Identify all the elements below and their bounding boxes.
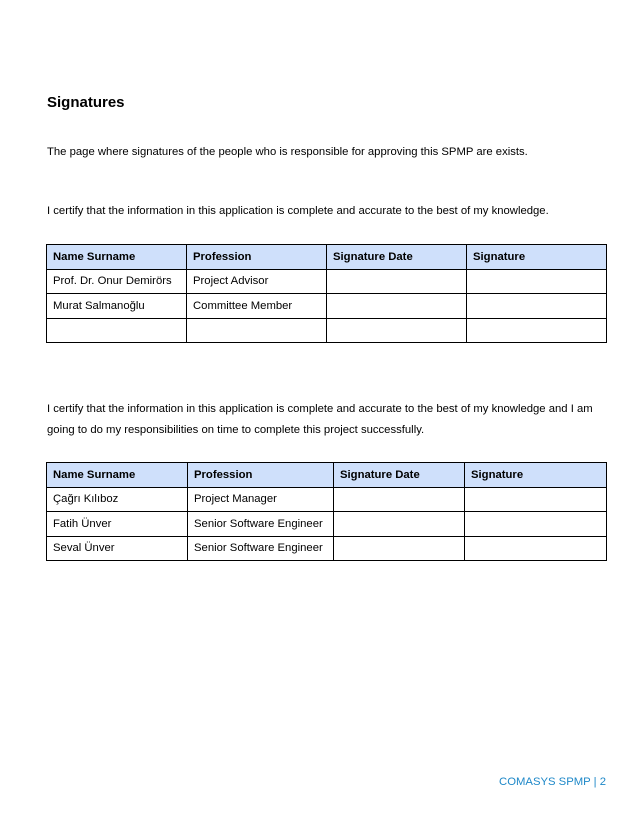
table-header-row <box>47 463 607 488</box>
page-footer: COMASYS SPMP | 2 <box>499 776 606 788</box>
table-row <box>47 512 607 537</box>
cell-signature-date <box>327 294 467 319</box>
header-signature-date: Signature Date <box>327 245 467 270</box>
cell-profession: Senior Software Engineer <box>188 512 334 537</box>
cell-profession: Committee Member <box>187 294 327 319</box>
table-row <box>47 536 607 561</box>
cell-name: Murat Salmanoğlu <box>47 294 187 319</box>
header-profession: Profession <box>187 245 327 270</box>
cell-name: Prof. Dr. Onur Demirörs <box>47 269 187 294</box>
cell-signature-date <box>327 269 467 294</box>
cell-name <box>47 318 187 343</box>
cell-signature <box>467 269 607 294</box>
cell-profession: Project Manager <box>188 487 334 512</box>
certification-text-2: I certify that the information in this application is complete and accurate to the best of my knowledge and I am going to do my responsibilities on time to complete this project successfully. <box>47 403 593 436</box>
cell-signature-date <box>334 512 465 537</box>
table-row <box>47 294 607 319</box>
table-row <box>47 269 607 294</box>
signature-table-2 <box>46 462 607 561</box>
certification-text-1: I certify that the information in this application is complete and accurate to the best of my knowledge. <box>47 205 549 217</box>
cell-signature <box>465 512 607 537</box>
intro-text: The page where signatures of the people who is responsible for approving this SPMP are exists. <box>47 146 528 158</box>
table-header-row <box>47 245 607 270</box>
header-name-surname: Name Surname <box>47 463 188 488</box>
header-name-surname: Name Surname <box>47 245 187 270</box>
header-signature: Signature <box>465 463 607 488</box>
cell-name: Çağrı Kılıboz <box>47 487 188 512</box>
cell-signature-date <box>334 487 465 512</box>
header-signature-date: Signature Date <box>334 463 465 488</box>
cell-signature-date <box>334 536 465 561</box>
cell-name: Fatih Ünver <box>47 512 188 537</box>
cell-signature-date <box>327 318 467 343</box>
signature-table-1 <box>46 244 607 343</box>
header-signature: Signature <box>467 245 607 270</box>
cell-signature <box>467 318 607 343</box>
cell-signature <box>467 294 607 319</box>
page-title: Signatures <box>47 94 125 111</box>
cell-profession <box>187 318 327 343</box>
cell-profession: Senior Software Engineer <box>188 536 334 561</box>
cell-profession: Project Advisor <box>187 269 327 294</box>
table-row <box>47 318 607 343</box>
cell-signature <box>465 487 607 512</box>
table-row <box>47 487 607 512</box>
cell-name: Seval Ünver <box>47 536 188 561</box>
header-profession: Profession <box>188 463 334 488</box>
cell-signature <box>465 536 607 561</box>
